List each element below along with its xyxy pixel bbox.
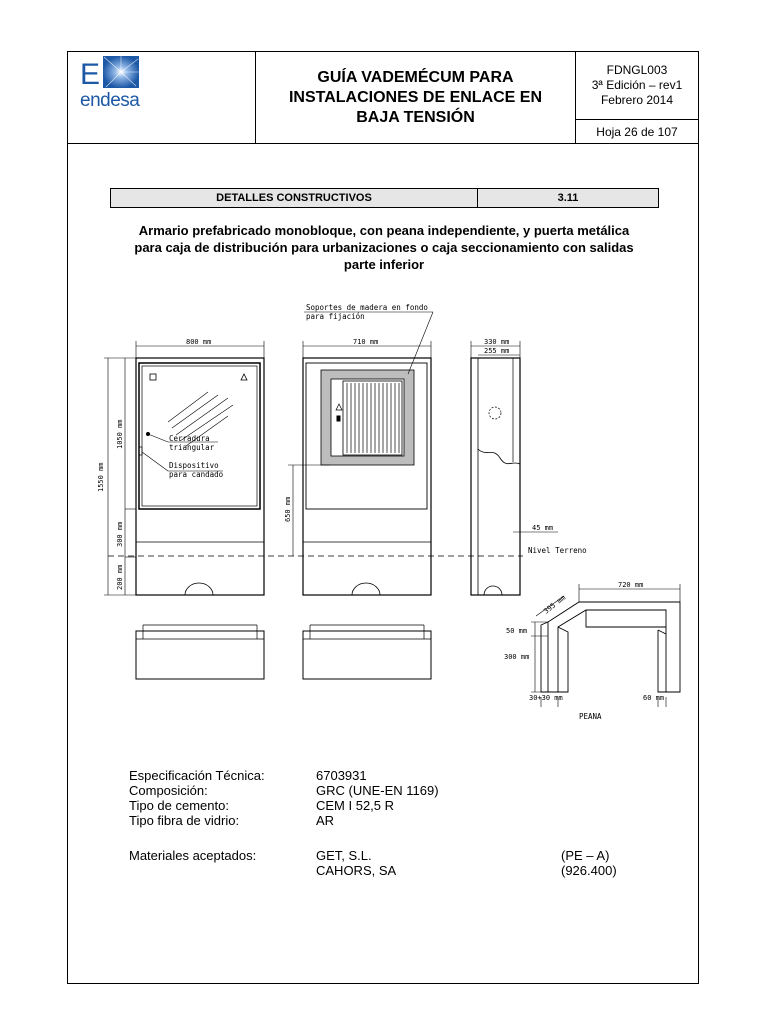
dim-30-30-label: 30+30 mm xyxy=(529,694,563,702)
spec-label-2: Composición: xyxy=(129,783,208,798)
padlock-note-2: para candado xyxy=(169,470,224,479)
ground-label: Nivel Terreno xyxy=(528,546,587,555)
dim-395-label: 395 mm xyxy=(542,593,568,616)
dim-710-label: 710 mm xyxy=(353,338,379,346)
spec-value-4: AR xyxy=(316,813,335,828)
dimension-vertical-left xyxy=(104,358,136,595)
materials-label: Materiales aceptados: xyxy=(129,848,257,863)
spec-label-4: Tipo fibra de vidrio: xyxy=(129,813,240,828)
spec-label-3: Tipo de cemento: xyxy=(129,798,229,813)
title-line-2: INSTALACIONES DE ENLACE EN xyxy=(288,88,543,106)
dim-1050-label: 1050 mm xyxy=(116,419,124,449)
dim-255-label: 255 mm xyxy=(484,347,510,355)
dim-50-label: 50 mm xyxy=(506,627,528,635)
page-number: Hoja 26 de 107 xyxy=(596,125,678,139)
material-name-2: CAHORS, SA xyxy=(316,863,397,878)
support-note-1: Soportes de madera en fondo xyxy=(306,303,428,312)
title-line-1: GUÍA VADEMÉCUM PARA xyxy=(317,68,514,86)
subtitle-line-1: Armario prefabricado monobloque, con peana independiente, y puerta metálica xyxy=(138,223,630,238)
dim-650-label: 650 mm xyxy=(284,496,292,522)
lock-note-1: Cerradura xyxy=(169,434,210,443)
base-label: PEANA xyxy=(579,712,602,721)
material-code-2: (926.400) xyxy=(561,863,617,878)
base-isometric xyxy=(541,602,680,692)
padlock-note-1: Dispositivo xyxy=(169,461,219,470)
dim-300b-label: 300 mm xyxy=(504,653,530,661)
doc-edition: 3ª Edición – rev1 xyxy=(591,78,683,92)
subtitle-line-2: para caja de distribución para urbanizaciones o caja seccionamiento con salidas xyxy=(134,240,634,255)
dim-720-label: 720 mm xyxy=(618,581,644,589)
doc-date: Febrero 2014 xyxy=(600,93,674,107)
material-name-1: GET, S.L. xyxy=(316,848,372,863)
dim-800-label: 800 mm xyxy=(186,338,212,346)
base-front-1 xyxy=(136,625,264,679)
document-page xyxy=(67,51,699,984)
logo-text: endesa xyxy=(80,90,140,111)
dim-60-label: 60 mm xyxy=(643,694,665,702)
dim-330-label: 330 mm xyxy=(484,338,510,346)
doc-code: FDNGL003 xyxy=(606,63,668,77)
front-view-interior xyxy=(303,358,431,595)
dim-1550-label: 1550 mm xyxy=(97,462,105,492)
title-line-3: BAJA TENSIÓN xyxy=(356,108,475,126)
lock-note-2: triangular xyxy=(169,443,215,452)
support-note-2: para fijación xyxy=(306,312,365,321)
dim-45-label: 45 mm xyxy=(532,524,554,532)
dim-200-label: 200 mm xyxy=(116,564,124,590)
subtitle-line-3: parte inferior xyxy=(343,257,425,272)
support-leader xyxy=(408,312,433,374)
dim-300-label: 300 mm xyxy=(116,521,124,547)
svg-text:E: E xyxy=(80,58,101,91)
base-front-2 xyxy=(303,625,431,679)
side-view xyxy=(471,358,520,595)
material-code-1: (PE – A) xyxy=(561,848,610,863)
spec-value-3: CEM I 52,5 R xyxy=(316,798,395,813)
spec-value-2: GRC (UNE-EN 1169) xyxy=(316,783,439,798)
section-number: 3.11 xyxy=(557,192,579,204)
technical-drawing xyxy=(68,52,698,983)
spec-label-1: Especificación Técnica: xyxy=(129,768,265,783)
spec-value-1: 6703931 xyxy=(316,768,367,783)
section-name: DETALLES CONSTRUCTIVOS xyxy=(111,189,478,207)
